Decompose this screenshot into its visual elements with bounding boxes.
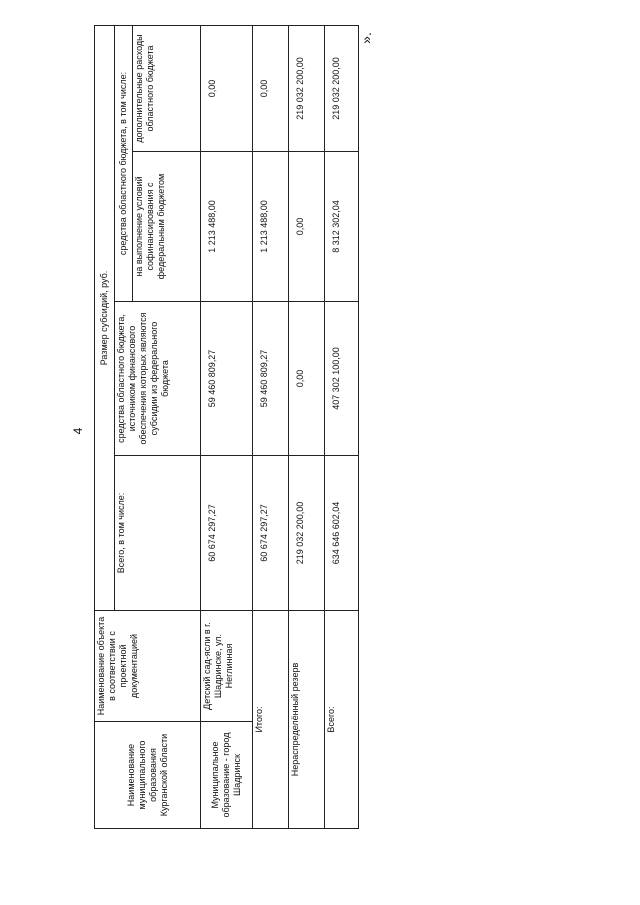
subtotal-label: Итого:	[253, 611, 289, 829]
cell-federal-source: 59 460 809,27	[201, 302, 253, 456]
header-row-1	[95, 25, 115, 828]
cell-cofinancing: 1 213 488,00	[201, 152, 253, 302]
header-additional: дополнительные расходы областного бюджета	[133, 25, 201, 151]
subtotal-row	[253, 25, 289, 828]
grand-total-additional: 219 032 200,00	[325, 25, 359, 151]
closing-quote: ».	[358, 32, 374, 44]
header-object: Наименование объекта в соответствии с проектной документацией	[95, 611, 201, 722]
reserve-row	[289, 25, 325, 828]
header-total: Всего, в том числе:	[115, 456, 201, 611]
cell-municipality: Муниципальное образование - город Шадринск	[201, 722, 253, 829]
page-number: 4	[71, 427, 85, 435]
cell-total: 60 674 297,27	[201, 456, 253, 611]
grand-total-label: Всего:	[325, 611, 359, 829]
reserve-cofinancing: 0,00	[289, 152, 325, 302]
subsidy-table	[94, 25, 359, 829]
rotated-table-frame	[94, 26, 358, 829]
subtotal-total: 60 674 297,27	[253, 456, 289, 611]
cell-additional: 0,00	[201, 25, 253, 151]
reserve-additional: 219 032 200,00	[289, 25, 325, 151]
reserve-federal-source: 0,00	[289, 302, 325, 456]
header-federal-source: средства областного бюджета, источником финансового обеспечения которых являются субсидии из федерального бюджета	[115, 302, 201, 456]
subtotal-federal-source: 59 460 809,27	[253, 302, 289, 456]
cell-object: Детский сад-ясли в г. Шадринске, ул. Неглинная	[201, 611, 253, 722]
subtotal-additional: 0,00	[253, 25, 289, 151]
header-subsidy-size: Размер субсидий, руб.	[95, 25, 115, 610]
reserve-total: 219 032 200,00	[289, 456, 325, 611]
table-row	[201, 25, 253, 828]
header-cofinancing: на выполнение условий софинансирования с федеральным бюджетом	[133, 152, 201, 302]
grand-total-cofinancing: 8 312 302,04	[325, 152, 359, 302]
grand-total-total: 634 646 602,04	[325, 456, 359, 611]
grand-total-row	[325, 25, 359, 828]
subsidy-table-container	[94, 26, 358, 829]
subtotal-cofinancing: 1 213 488,00	[253, 152, 289, 302]
header-municipality: Наименование муниципального образования Курганской области	[95, 722, 201, 829]
grand-total-federal-source: 407 302 100,00	[325, 302, 359, 456]
reserve-label: Нераспределённый резерв	[289, 611, 325, 829]
header-regional-group: средства областного бюджета, в том числе:	[115, 25, 133, 301]
